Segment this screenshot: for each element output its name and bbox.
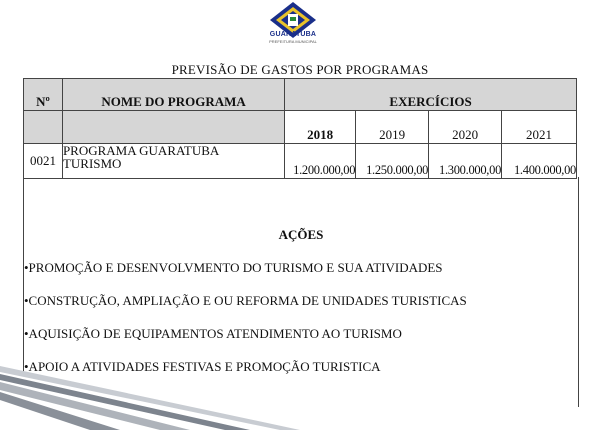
program-number: 0021 bbox=[24, 144, 63, 179]
year-header: 2019 bbox=[356, 111, 429, 144]
year-header: 2021 bbox=[502, 111, 577, 144]
value-cell: 1.400.000,00 bbox=[502, 144, 577, 179]
logo-subtitle: PREFEITURA MUNICIPAL bbox=[269, 39, 317, 44]
header-number-blank bbox=[24, 111, 63, 144]
decorative-corner-stripe bbox=[0, 360, 320, 430]
program-name-line2: TURISMO bbox=[62, 156, 122, 171]
action-item: •PROMOÇÃO E DESENVOLVMENTO DO TURISMO E SUA ATIVIDADES bbox=[24, 260, 443, 275]
value-cell: 1.200.000,00 bbox=[285, 144, 356, 179]
action-item: •AQUISIÇÃO DE EQUIPAMENTOS ATENDIMENTO AO TURISMO bbox=[24, 326, 402, 341]
header-number: Nº bbox=[24, 79, 63, 111]
logo-wordmark: GUARATUBA bbox=[269, 31, 317, 38]
year-header: 2020 bbox=[429, 111, 502, 144]
value-cell: 1.250.000,00 bbox=[356, 144, 429, 179]
header-program-name: NOME DO PROGRAMA bbox=[62, 79, 284, 111]
program-name bbox=[62, 144, 284, 179]
program-name-line1: PROGRAMA GUARATUBA bbox=[62, 143, 220, 158]
year-header: 2018 bbox=[285, 111, 356, 144]
value-cell: 1.300.000,00 bbox=[429, 144, 502, 179]
programs-table bbox=[23, 78, 577, 179]
header-exercises: EXERCÍCIOS bbox=[285, 79, 577, 111]
actions-title: AÇÕES bbox=[278, 227, 324, 242]
action-item: •APOIO A ATIVIDADES FESTIVAS E PROMOÇÃO TURISTICA bbox=[24, 359, 381, 374]
action-item: •CONSTRUÇÃO, AMPLIAÇÃO E OU REFORMA DE UNIDADES TURISTICAS bbox=[24, 293, 467, 308]
table-row bbox=[24, 144, 577, 179]
document-title: PREVISÃO DE GASTOS POR PROGRAMAS bbox=[171, 62, 429, 77]
header-name-blank bbox=[62, 111, 284, 144]
